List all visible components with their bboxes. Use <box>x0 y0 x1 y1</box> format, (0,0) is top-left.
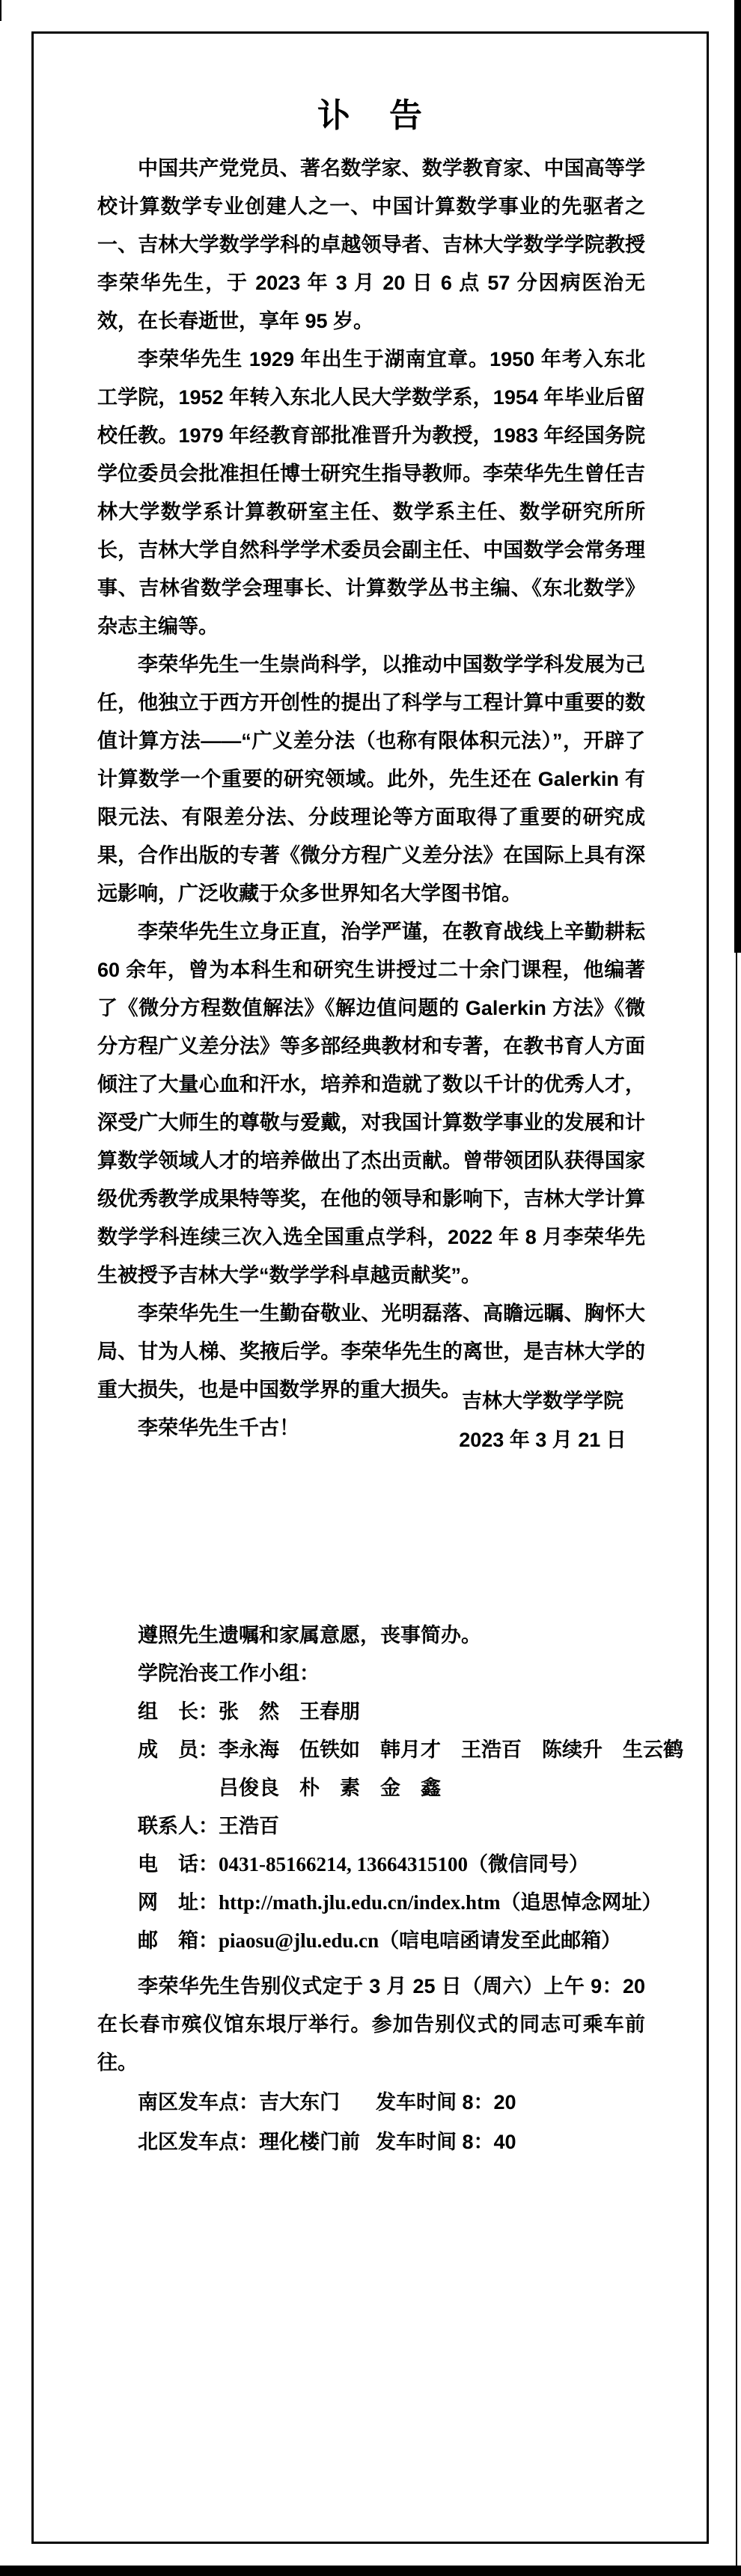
north-departure-time: 发车时间 8：40 <box>376 2131 516 2153</box>
signature-date: 2023 年 3 月 21 日 <box>459 1429 626 1451</box>
paragraph: 李荣华先生立身正直，治学严谨，在教育战线上辛勤耕耘 60 余年，曾为本科生和研究生讲授过二十余门课程，他编著了《微分方程数值解法》《解边值问题的 Galerkin 方法》《微分方程广义差分法》等多部经典教材和专著，在教书育人方面倾注了大量心血和汗水，培养和造就了数以千计的优秀人才，深受广大师生的尊敬与爱戴，对我国计算数学事业的发展和计算数学领域人才的培养做出了杰出贡献。曾带领团队获得国家级优秀教学成果特等奖，在他的领导和影响下，吉林大学计算数学学科连续三次入选全国重点学科，2022 年 8 月李荣华先生被授予吉林大学“数学学科卓越贡献奖”。 <box>97 921 645 1287</box>
arrangements-intro: 遵照先生遗嘱和家属意愿，丧事简办。 <box>138 1624 481 1646</box>
scan-artifact-topleft-line <box>0 0 1 21</box>
website-line <box>97 1884 662 1922</box>
website-url: http://math.jlu.edu.cn/index.htm（追思悼念网址） <box>219 1891 662 1914</box>
paragraph: 李荣华先生一生崇尚科学，以推动中国数学学科发展为己任，他独立于西方开创性的提出了科学与工程计算中重要的数值计算方法——“广义差分法（也称有限体积元法）”，开辟了计算数学一个重要的研究领域。此外，先生还在 Galerkin 有限元法、有限差分法、分歧理论等方面取得了重要的研究成果，合作出版的专著《微分方程广义差分法》在国际上具有深远影响，广泛收藏于众多世界知名大学图书馆。 <box>97 653 645 905</box>
email-address: piaosu@jlu.edu.cn（唁电唁函请发至此邮箱） <box>219 1929 622 1952</box>
north-bus-line <box>97 2123 645 2161</box>
obituary-body <box>97 150 645 1447</box>
phone-line <box>97 1846 645 1884</box>
paragraph: 李荣华先生千古！ <box>138 1417 299 1439</box>
paragraph: 中国共产党党员、著名数学家、数学教育家、中国高等学校计算数学专业创建人之一、中国计算数学事业的先驱者之一、吉林大学数学学科的卓越领导者、吉林大学数学学院教授李荣华先生，于 2023 年 3 月 20 日 6 点 57 分因病医治无效，在长春逝世，享年 95 岁。 <box>97 157 645 332</box>
members-line-1 <box>97 1731 683 1769</box>
contact-label: 联系人： <box>138 1815 219 1837</box>
email-line <box>97 1922 645 1960</box>
group-leader-label: 组 长： <box>138 1700 219 1723</box>
north-departure-point: 北区发车点：理化楼门前 <box>138 2131 360 2153</box>
scan-artifact-bottom-bar <box>0 2566 741 2576</box>
paragraph: 李荣华先生 1929 年出生于湖南宜章。1950 年考入东北工学院，1952 年转入东北人民大学数学系，1954 年毕业后留校任教。1979 年经教育部批准晋升为教授，1983 年经国务院学位委员会批准担任博士研究生指导教师。李荣华先生曾任吉林大学数学系计算教研室主任、数学系主任、数学研究所所长，吉林大学自然科学学术委员会副主任、中国数学会常务理事、吉林省数学会理事长、计算数学丛书主编、《东北数学》杂志主编等。 <box>97 348 645 638</box>
group-leader-names: 张 然 王春朋 <box>219 1700 360 1723</box>
website-label: 网 址： <box>138 1891 219 1914</box>
members-names-1: 李永海 伍铁如 韩月才 王浩百 陈续升 生云鹤 <box>219 1739 683 1761</box>
south-departure-time: 发车时间 8：20 <box>376 2091 516 2113</box>
members-label: 成 员： <box>138 1739 219 1761</box>
contact-name: 王浩百 <box>219 1815 279 1837</box>
arrangements-section <box>97 1617 683 2161</box>
south-bus-line <box>97 2084 645 2122</box>
scan-artifact-right-line <box>736 953 737 2569</box>
email-label: 邮 箱： <box>138 1929 219 1952</box>
phone-numbers: 0431-85166214, 13664315100（微信同号） <box>219 1853 589 1875</box>
phone-label: 电 话： <box>138 1853 219 1875</box>
farewell-ceremony-info: 李荣华先生告别仪式定于 3 月 25 日（周六）上午 9：20 在长春市殡仪馆东垠厅举行。参加告别仪式的同志可乘车前往。 <box>97 1975 645 2074</box>
scan-artifact-right-bar <box>734 0 741 953</box>
signature-block <box>442 1382 644 1459</box>
signature-org: 吉林大学数学学院 <box>462 1390 623 1412</box>
south-departure-point: 南区发车点：吉大东门 <box>138 2091 340 2113</box>
group-leader-line <box>97 1693 645 1731</box>
paragraph: 李荣华先生一生勤奋敬业、光明磊落、高瞻远瞩、胸怀大局、甘为人梯、奖掖后学。李荣华先生的离世，是吉林大学的重大损失，也是中国数学界的重大损失。 <box>97 1302 645 1401</box>
contact-line <box>97 1807 645 1846</box>
obituary-title: 讣 告 <box>317 97 425 134</box>
work-group-title: 学院治丧工作小组： <box>138 1662 320 1685</box>
members-line-2: 吕俊良 朴 素 金 鑫 <box>219 1777 441 1799</box>
